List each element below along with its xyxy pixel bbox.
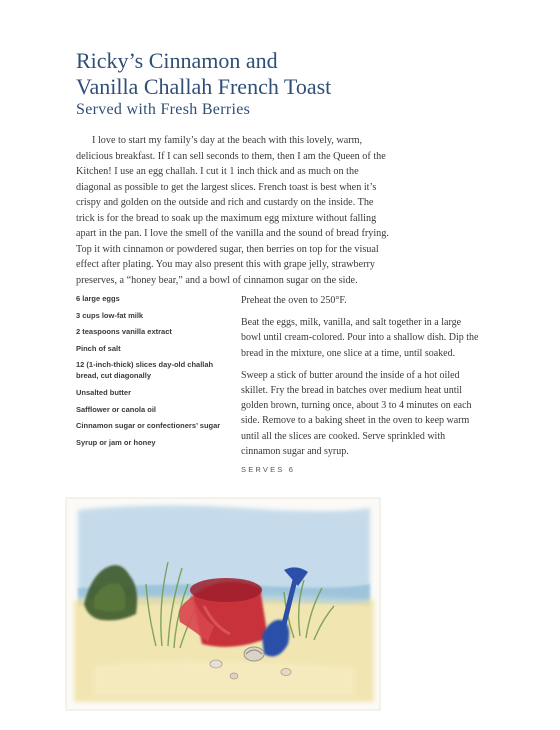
ingredient-item: Safflower or canola oil — [76, 404, 157, 414]
method-step: Beat the eggs, milk, vanilla, and salt together in a large bowl until cream-colored. Pour into a shallow dish. Dip the bread in the mixture, one slice at a time, until soaked. — [241, 317, 479, 359]
method-step: Preheat the oven to 250°F. — [241, 295, 347, 306]
ingredient-item: Cinnamon sugar or confectioners’ sugar — [76, 421, 221, 431]
ingredient-item: 3 cups low-fat milk — [76, 310, 144, 320]
ingredients-list — [76, 293, 226, 453]
method-step: Sweep a stick of butter around the inside of a hot oiled skillet. Fry the bread in batches over medium heat until golden brown, turning once, about 3 to 4 minutes on each side. Remove to a baking sheet in the oven to keep warm until all the slices are cooked. Serve sprinkled with cinnamon sugar and syrup. — [241, 369, 472, 457]
recipe-subtitle: Served with Fresh Berries — [76, 101, 251, 118]
ingredient-item: 2 teaspoons vanilla extract — [76, 327, 172, 337]
intro-paragraph: I love to start my family’s day at the beach with this lovely, warm, delicious breakfast. If I can sell seconds to them, then I am the Queen of the Kitchen! I use an egg challah. I cut it 1 inch thick and as much on the diagonal as possible to get the largest slices. French toast is best when it’s crispy and golden on the outside and rich and custardy on the inside. The trick is for the bread to soak up the maximum egg mixture without falling apart in the pan. I love the smell of the vanilla and the sound of bread frying. Top it with cinnamon or powdered sugar, then berries on top for the visual effect after plating. You may also present this with grape jelly, strawberry preserves, a “honey bear,” and a bowl of cinnamon sugar on the side. — [76, 135, 389, 286]
method-steps — [241, 293, 481, 466]
ingredient-item: Syrup or jam or honey — [76, 437, 156, 447]
title-line-2: Vanilla Challah French Toast — [76, 74, 332, 99]
beach-pail-illustration — [64, 496, 382, 712]
sand-wash-pale — [94, 661, 354, 696]
serves-label: SERVES 6 — [241, 465, 296, 474]
ingredient-item: Pinch of salt — [76, 343, 121, 353]
ingredient-item: 12 (1-inch-thick) slices day-old challah bread, cut diagonally — [76, 360, 214, 381]
title-line-1: Ricky’s Cinnamon and — [76, 48, 278, 73]
recipe-title — [76, 48, 516, 100]
ingredient-item: Unsalted butter — [76, 387, 132, 397]
ingredient-item: 6 large eggs — [76, 294, 120, 303]
